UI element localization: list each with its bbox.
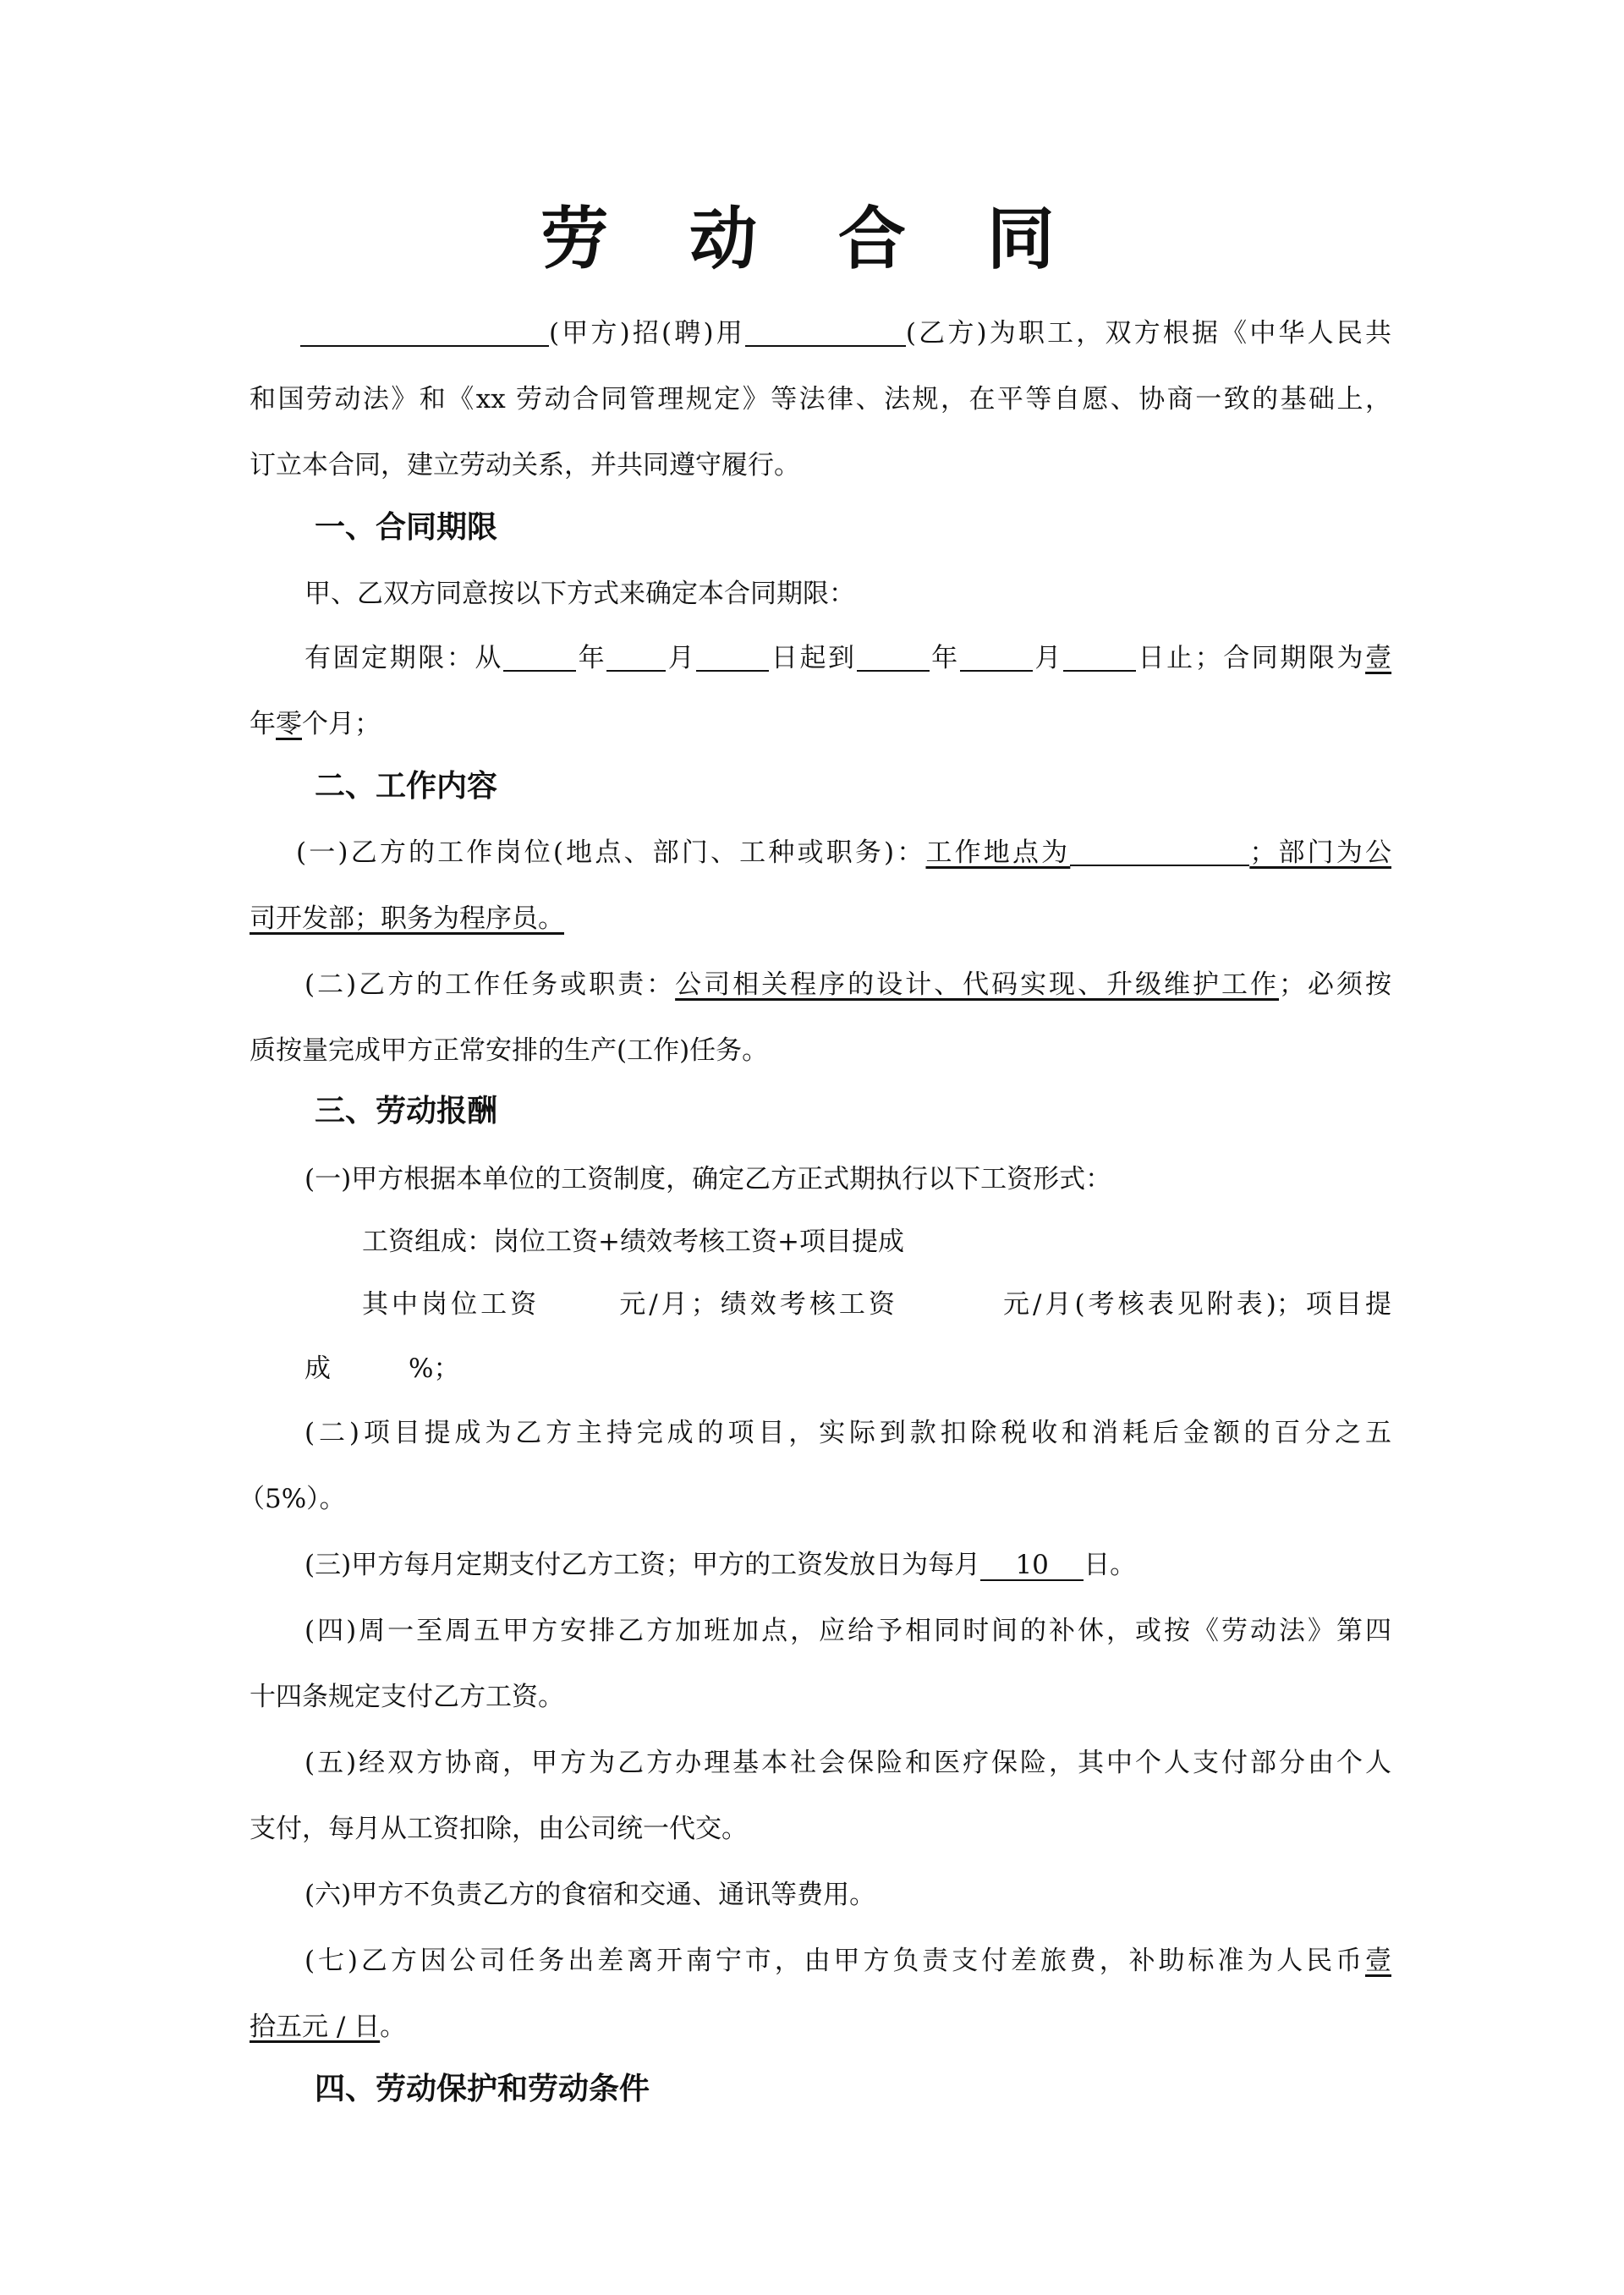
section-heading-pay: 三、劳动报酬	[315, 1094, 498, 1128]
work-duties-line-2: 质按量完成甲方正常安排的生产(工作)任务。	[250, 1035, 769, 1066]
pay-item-5-line-2: 支付，每月从工资扣除，由公司统一代交。	[250, 1814, 748, 1844]
document-title: 劳 动 合 同	[540, 200, 1084, 278]
pay-item-4-line-2: 十四条规定支付乙方工资。	[250, 1682, 564, 1712]
work-position-line-1: (一)乙方的工作岗位(地点、部门、工种或职务)：工作地点为 ；部门为公	[296, 837, 1392, 868]
end-month-blank[interactable]	[960, 641, 1033, 672]
section-heading-protection: 四、劳动保护和劳动条件	[315, 2072, 650, 2106]
pay-item-7-line-1: (七)乙方因公司任务出差离开南宁市，由甲方负责支付差旅费，补助标准为人民币壹	[304, 1946, 1391, 1976]
pay-composition: 工资组成：岗位工资+绩效考核工资+项目提成	[362, 1227, 904, 1257]
work-position-line-2: 司开发部；职务为程序员。	[250, 903, 564, 934]
work-duties-line-1: (二)乙方的工作任务或职责：公司相关程序的设计、代码实现、升级维护工作；必须按	[304, 969, 1392, 1000]
preamble-line-2: 和国劳动法》和《xx 劳动合同管理规定》等法律、法规，在平等自愿、协商一致的基础上，	[250, 384, 1391, 415]
employee-blank[interactable]	[745, 316, 906, 347]
pay-item-7-line-2: 拾五元 / 日。	[250, 2012, 407, 2042]
pay-item-4-line-1: (四)周一至周五甲方安排乙方加班加点，应给予相同时间的补休，或按《劳动法》第四	[304, 1616, 1391, 1646]
pay-item-1: (一)甲方根据本单位的工资制度，确定乙方正式期执行以下工资形式：	[304, 1164, 1112, 1194]
term-months-value: 零	[276, 709, 302, 739]
start-day-blank[interactable]	[696, 641, 769, 672]
section-heading-term: 一、合同期限	[315, 510, 498, 545]
pay-detail-line-1: 其中岗位工资 元/月；绩效考核工资 元/月(考核表见附表)；项目提	[362, 1289, 1391, 1320]
preamble-line-1: (甲方)招(聘)用 (乙方)为职工，双方根据《中华人民共	[250, 315, 1391, 352]
fixed-term-line: 有固定期限：从 年 月 日起到 年 月 日止；合同期限为壹	[304, 643, 1392, 673]
term-years-value: 壹	[1365, 643, 1392, 673]
pay-item-2-line-1: (二)项目提成为乙方主持完成的项目，实际到款扣除税收和消耗后金额的百分之五	[304, 1418, 1391, 1448]
travel-allowance-value: 拾五元 / 日	[250, 2012, 381, 2042]
pay-item-2-line-2: （5%）。	[239, 1484, 346, 1514]
pay-detail-line-2: 成 %；	[304, 1353, 460, 1384]
fixed-term-line-2: 年零个月；	[250, 709, 381, 739]
duties-value: 公司相关程序的设计、代码实现、升级维护工作	[675, 969, 1280, 1000]
start-month-blank[interactable]	[606, 641, 666, 672]
section-heading-work: 二、工作内容	[315, 769, 498, 804]
end-year-blank[interactable]	[857, 641, 930, 672]
term-intro: 甲、乙双方同意按以下方式来确定本合同期限：	[304, 579, 855, 609]
start-year-blank[interactable]	[503, 641, 576, 672]
end-day-blank[interactable]	[1063, 641, 1136, 672]
preamble-line-3: 订立本合同，建立劳动关系，并共同遵守履行。	[250, 450, 800, 480]
work-location-blank[interactable]	[1070, 836, 1249, 866]
employer-blank[interactable]	[300, 316, 549, 347]
pay-item-5-line-1: (五)经双方协商，甲方为乙方办理基本社会保险和医疗保险，其中个人支付部分由个人	[304, 1748, 1391, 1778]
pay-item-3: (三)甲方每月定期支付乙方工资；甲方的工资发放日为每月 10 日。	[304, 1550, 1137, 1580]
payday-value: 10	[980, 1551, 1084, 1581]
pay-item-6: (六)甲方不负责乙方的食宿和交通、通讯等费用。	[304, 1880, 876, 1910]
